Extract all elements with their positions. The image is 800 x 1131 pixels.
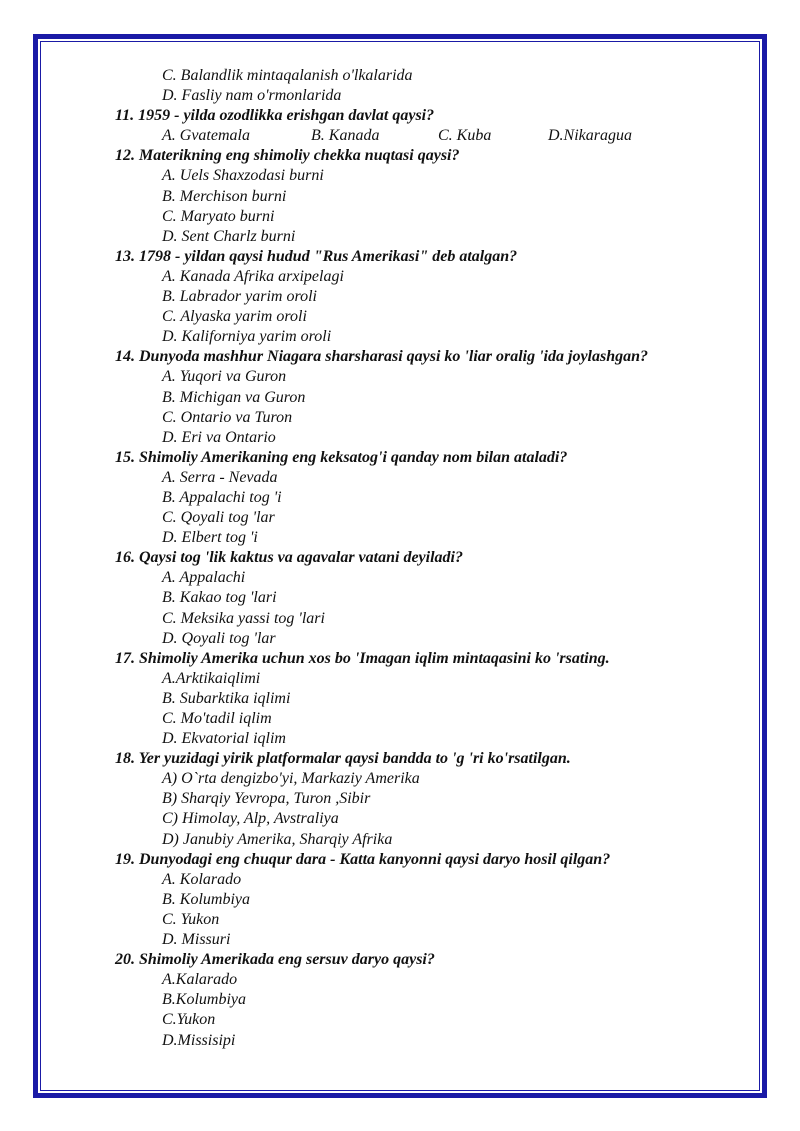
option-b-q20: B.Kolumbiya — [162, 991, 246, 1009]
option-c-q13: C. Alyaska yarim oroli — [162, 308, 307, 326]
option-a-q11: A. Gvatemala — [162, 127, 250, 145]
option-b-q18: B) Sharqiy Yevropa, Turon ,Sibir — [162, 790, 371, 808]
question-18: 18. Yer yuzidagi yirik platformalar qaysi bandda to 'g 'ri ko'rsatilgan. — [115, 750, 571, 768]
option-d-q12: D. Sent Charlz burni — [162, 227, 296, 245]
option-d-q16: D. Qoyali tog 'lar — [162, 629, 276, 647]
option-d-q13: D. Kaliforniya yarim oroli — [162, 328, 332, 346]
option-c-q18: C) Himolay, Alp, Avstraliya — [162, 810, 339, 828]
option-b-q15: B. Appalachi tog 'i — [162, 488, 282, 506]
option-b-q13: B. Labrador yarim oroli — [162, 288, 317, 306]
option-c-q15: C. Qoyali tog 'lar — [162, 509, 275, 527]
option-b-q19: B. Kolumbiya — [162, 890, 250, 908]
option-a-q19: A. Kolarado — [162, 870, 242, 888]
option-c-q11: C. Kuba — [438, 127, 492, 145]
quiz-content — [0, 66, 800, 1051]
question-16: 16. Qaysi tog 'lik kaktus va agavalar vatani deyiladi? — [115, 549, 463, 567]
option-d-q18: D) Janubiy Amerika, Sharqiy Afrika — [162, 830, 393, 848]
option-b-q16: B. Kakao tog 'lari — [162, 589, 277, 607]
option-b-q12: B. Merchison burni — [162, 187, 287, 205]
question-20: 20. Shimoliy Amerikada eng sersuv daryo qaysi? — [115, 951, 435, 969]
question-19: 19. Dunyodagi eng chuqur dara - Katta kanyonni qaysi daryo hosil qilgan? — [115, 850, 611, 868]
question-15: 15. Shimoliy Amerikaning eng keksatog'i qanday nom bilan ataladi? — [115, 448, 568, 466]
option-c-q20: C.Yukon — [162, 1011, 216, 1029]
option-d-q17: D. Ekvatorial iqlim — [162, 730, 286, 748]
option-a-q17: A.Arktikaiqlimi — [162, 669, 261, 687]
option-d-q14: D. Eri va Ontario — [162, 428, 276, 446]
option-d-q15: D. Elbert tog 'i — [162, 529, 258, 547]
option-a-q14: A. Yuqori va Guron — [162, 368, 287, 386]
option-c-q10: C. Balandlik mintaqalanish o'lkalarida — [162, 67, 413, 84]
option-c-q12: C. Maryato burni — [162, 207, 275, 225]
option-a-q20: A.Kalarado — [162, 971, 238, 989]
option-d-q20: D.Missisipi — [162, 1031, 236, 1049]
question-14: 14. Dunyoda mashhur Niagara sharsharasi qaysi ko 'liar oralig 'ida joylashgan? — [115, 348, 649, 366]
option-d-q19: D. Missuri — [162, 931, 231, 949]
option-b-q11: B. Kanada — [311, 127, 380, 145]
option-c-q17: C. Mo'tadil iqlim — [162, 710, 272, 727]
option-b-q17: B. Subarktika iqlimi — [162, 689, 291, 707]
option-a-q18: A) O`rta dengizbo'yi, Markaziy Amerika — [162, 770, 420, 788]
option-d-q10: D. Fasliy nam o'rmonlarida — [162, 87, 342, 105]
question-12: 12. Materikning eng shimoliy chekka nuqtasi qaysi? — [115, 147, 460, 165]
option-a-q12: A. Uels Shaxzodasi burni — [162, 167, 324, 185]
question-17: 17. Shimoliy Amerika uchun xos bo 'Imagan iqlim mintaqasini ko 'rsating. — [115, 649, 610, 667]
options-row-q11 — [0, 126, 800, 146]
option-c-q16: C. Meksika yassi tog 'lari — [162, 609, 325, 627]
option-a-q15: A. Serra - Nevada — [162, 468, 278, 486]
option-d-q11: D.Nikaragua — [548, 127, 632, 145]
question-list — [0, 146, 800, 1050]
question-11: 11. 1959 - yilda ozodlikka erishgan davlat qaysi? — [115, 107, 435, 125]
option-b-q14: B. Michigan va Guron — [162, 388, 306, 406]
option-a-q16: A. Appalachi — [162, 569, 246, 587]
question-13: 13. 1798 - yildan qaysi hudud "Rus Amerikasi" deb atalgan? — [115, 247, 518, 265]
option-a-q13: A. Kanada Afrika arxipelagi — [162, 267, 344, 285]
option-c-q14: C. Ontario va Turon — [162, 408, 293, 426]
option-c-q19: C. Yukon — [162, 910, 220, 928]
